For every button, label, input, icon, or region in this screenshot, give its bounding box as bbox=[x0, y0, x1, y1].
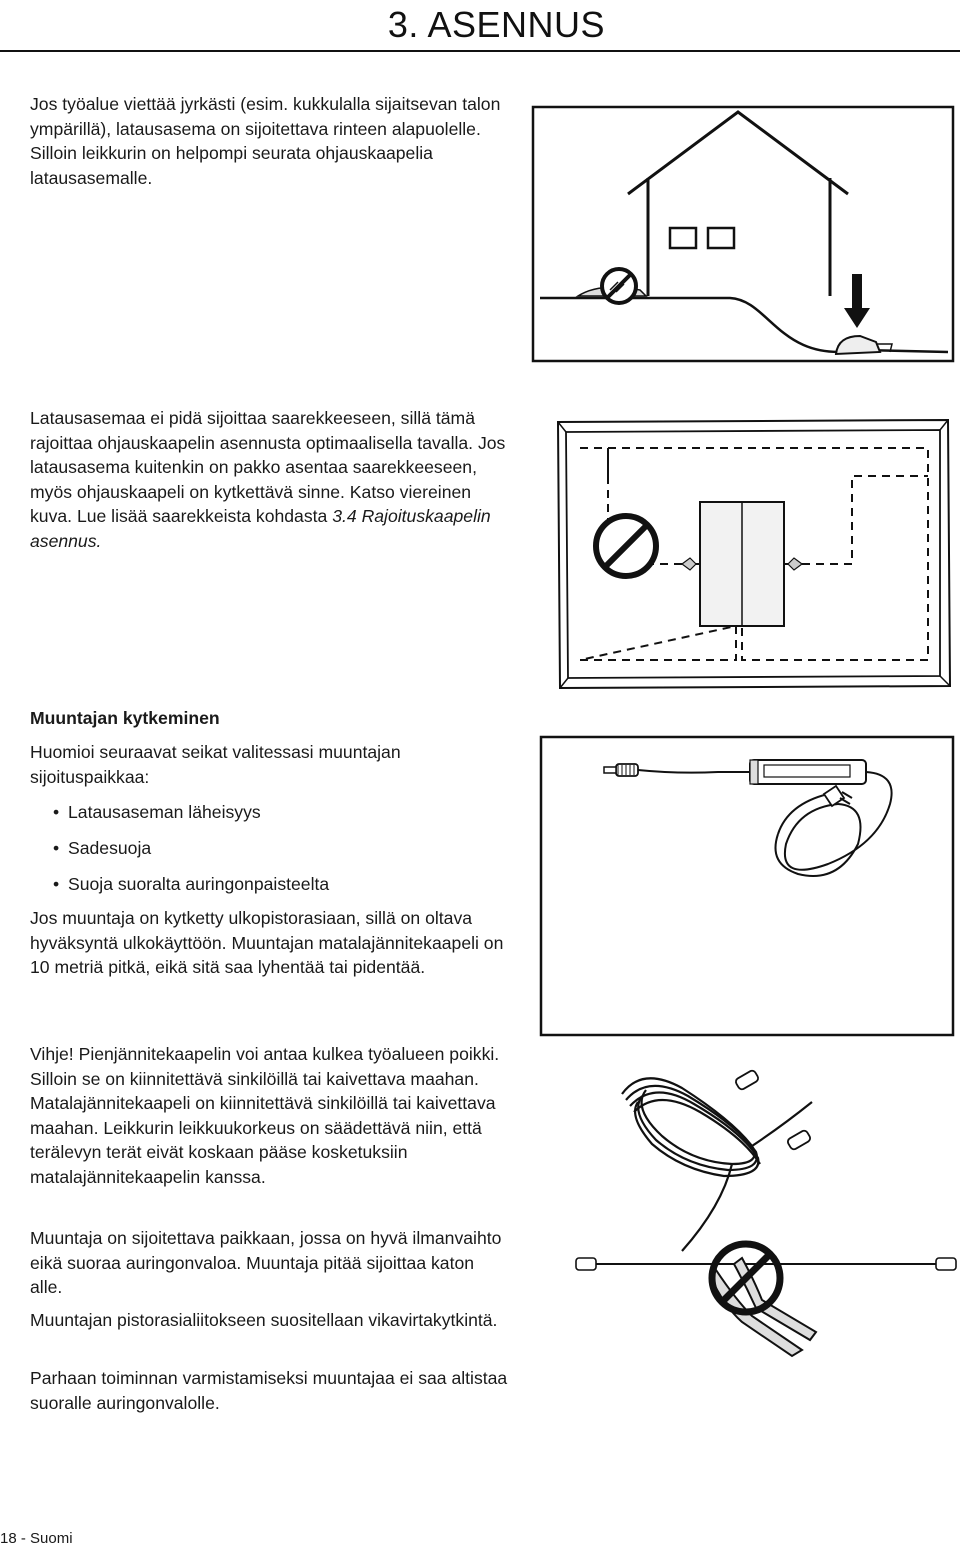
slope-paragraph: Jos työalue viettää jyrkästi (esim. kukkulalla sijaitsevan talon ympärillä), latausasema on sijoitettava rinteen alapuolelle. Silloin leikkurin on helpompi seurata ohjauskaapelia latausasemalle. bbox=[30, 94, 501, 188]
transformer-figure bbox=[538, 734, 956, 1038]
page-title: 3. ASENNUS bbox=[387, 4, 605, 45]
island-text: Latausasemaa ei pidä sijoittaa saarekkeeseen, sillä tämä rajoittaa ohjauskaapelin asennusta optimaalisella tavalla. Jos latausasema kuitenkin on pakko asentaa saarekkeeseen, myös ohjauskaapeli on kytkettävä sinne. Katso viereinen kuva. Lue lisää saarekkeista kohdasta bbox=[30, 408, 506, 526]
island-paragraph bbox=[30, 406, 510, 553]
bullet-item: • Sadesuoja bbox=[68, 836, 508, 872]
transformer-bullet-list bbox=[68, 800, 508, 908]
prohibited-icon bbox=[596, 516, 656, 576]
transformer-intro: Huomioi seuraavat seikat valitessasi muuntajan sijoituspaikkaa: bbox=[30, 742, 401, 787]
outdoor-paragraph: Jos muuntaja on kytketty ulkopistorasiaan, sillä on oltava hyväksyntä ulkokäyttöön. Muuntajan matalajännitekaapeli on 10 metriä pitkä, eikä sitä saa lyhentää tai pidentää. bbox=[30, 908, 504, 977]
sunlight-paragraph: Parhaan toiminnan varmistamiseksi muuntajaa ei saa altistaa suoralle auringonvalolle. bbox=[30, 1368, 508, 1413]
page-header bbox=[0, 0, 960, 52]
page-number: 18 - Suomi bbox=[0, 1530, 73, 1547]
bullet-item: • Latausaseman läheisyys bbox=[68, 800, 508, 836]
island-figure bbox=[552, 414, 956, 694]
house-slope-figure bbox=[530, 104, 956, 364]
residual-current-paragraph: Muuntajan pistorasialiitokseen suositellaan vikavirtakytkintä. bbox=[30, 1310, 498, 1330]
tip-paragraph: Vihje! Pienjännitekaapelin voi antaa kulkea työalueen poikki. Silloin se on kiinnitettävä sinkilöillä tai kaivettava maahan. Matalajännitekaapeli on kiinnitettävä sinkilöillä tai kaivettava maahan. Leikkurin leikkuukorkeus on säädettävä niin, että terälevyn terät eivät koskaan pääse kosketuksiin matalajännitekaapelin kanssa. bbox=[30, 1044, 500, 1187]
placement-paragraph: Muuntaja on sijoitettava paikkaan, jossa on hyvä ilmanvaihto eikä suoraa auringonvaloa. Muuntaja pitää sijoittaa katon alle. bbox=[30, 1228, 502, 1297]
header-rule bbox=[0, 50, 960, 52]
transformer-box bbox=[750, 760, 866, 784]
house-window bbox=[670, 228, 696, 248]
cable-coil-figure bbox=[612, 1066, 832, 1256]
no-cutting-figure bbox=[566, 1240, 960, 1360]
island-reference: 3.4 Rajoituskaapelin asennus. bbox=[30, 506, 491, 551]
house-window bbox=[708, 228, 734, 248]
transformer-heading: Muuntajan kytkeminen bbox=[30, 708, 220, 728]
bullet-item: • Suoja suoralta auringonpaisteelta bbox=[68, 872, 508, 908]
header-title-box bbox=[368, 0, 960, 50]
